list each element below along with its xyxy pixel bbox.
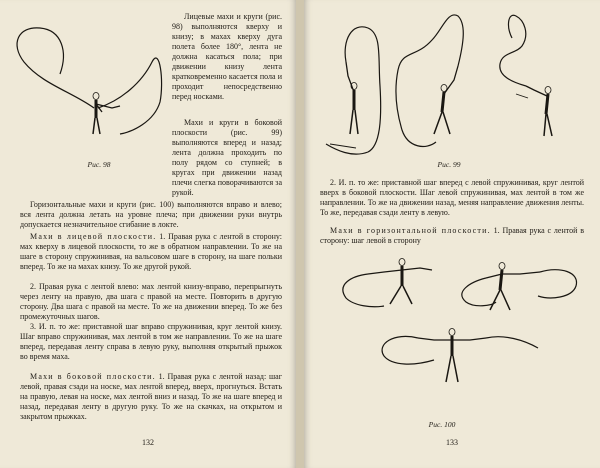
exercise-2-side: 2. И. п. то же: приставной шаг вперед с левой спружинивая, круг лентой вверх в боковой плоскости. Шаг левой спружинивая, мах лентой в том же направлении. То же на движении назад, меняя направление движения ленты. То же, передавая сзади ленту в левую. xyxy=(320,178,584,217)
book-gutter xyxy=(296,0,304,468)
side-text: Махи и круги в боковой плоскости (рис. 99) выполняются вперед и назад; лента должна проходить по полу рядом со ступней; в кругах при движении назад плечи слегка поворачиваются за рукой. xyxy=(172,118,282,197)
figure-100-caption: Рис. 100 xyxy=(428,420,456,429)
left-page xyxy=(0,0,296,468)
exercise-4-title: Махи в боковой плоскости. xyxy=(30,372,156,381)
page-number-right: 133 xyxy=(446,438,458,447)
exercise-1 xyxy=(20,232,282,272)
figure-100 xyxy=(324,248,594,418)
horizontal-title: Махи в горизонтальной плоскости. xyxy=(330,226,491,235)
exercise-1-body: 1. Правая рука с лентой в сторону: мах кверху в лицевой плоскости, то же в обратном направлении. То же на шаге в сторону спружинивая, на вальсовом шаге в сторону, на шаге польки вперед. То же на махах книзу. То же другой рукой. xyxy=(20,232,282,271)
page-number-left: 132 xyxy=(142,438,154,447)
paragraph-horizontal: Горизонтальные махи и круги (рис. 100) выполняются вправо и влево; вся лента должна летать на уровне плеча; при движении руки внутрь допускается незначительное сгибание в локте. xyxy=(20,200,282,229)
right-page xyxy=(304,0,600,468)
intro-text: Лицевые махи и круги (рис. 98) выполняются кверху и книзу; в махах кверху дуга полета более 180°, лента не должна касаться пола; при движении книзу лента кратковременно касается пола и проходит непосредственно перед носками. xyxy=(172,12,282,101)
exercise-4 xyxy=(20,372,282,422)
exercise-1-title: Махи в лицевой плоскости. xyxy=(30,232,157,241)
horizontal-body: 1. Правая рука с лентой в сторону: шаг левой в сторону xyxy=(320,226,584,245)
figure-99-caption: Рис. 99 xyxy=(437,160,461,169)
exercise-4-body: 1. Правая рука с лентой назад: шаг левой, правая сзади на носке, мах лентой вперед, вверх, прогнуться. Встать на правую, левая на носке, мах лентой вниз и назад. То же на шаге вперед и назад, передавая ленту в другую руку. То же на скачках, на открытом и закрытом прыжках. xyxy=(20,372,283,421)
figure-98 xyxy=(2,22,174,142)
horizontal-exercise xyxy=(320,226,584,246)
exercise-2: 2. Правая рука с лентой влево: мах лентой книзу-вправо, перепрыгнуть через ленту на правую, два шага с правой на месте. Повторить в другую сторону. Два шага с правой на месте. То же на движении вперед. То же без промежуточных шагов. xyxy=(20,282,282,321)
exercise-3: 3. И. п. то же: приставной шаг вправо спружинивая, круг лентой книзу. Шаг вправо спружинивая, мах лентой в том же направлении. То же на шаге вперед, передавая ленту справа в левую руку, выполняя открытый прыжок во время маха. xyxy=(20,322,282,361)
figure-98-caption: Рис. 98 xyxy=(87,160,111,169)
figure-99 xyxy=(316,10,586,160)
